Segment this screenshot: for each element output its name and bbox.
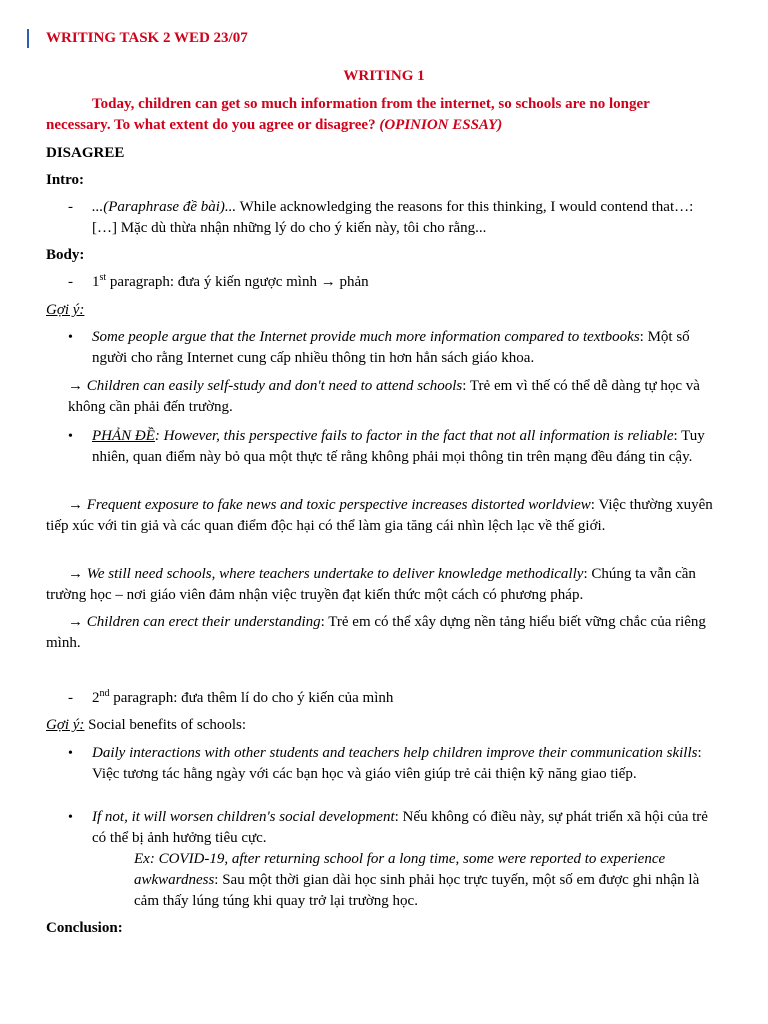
arrow-icon: → — [320, 274, 336, 290]
intro-label: Intro: — [46, 172, 85, 188]
arrow-icon: → — [68, 497, 83, 513]
paragraph-2-item: - 2nd paragraph: đưa thêm lí do cho ý kiến của mình — [68, 688, 736, 709]
arrow-line-4: → Children can erect their understanding: Trẻ em có thể xây dựng nền tảng hiểu biết vững chắc của riêng mình. — [46, 614, 706, 651]
arrow-line-2: → Frequent exposure to fake news and toxic perspective increases distorted worldview: Việc thường xuyên tiếp xúc với tin giả và các quan điểm độc hại có thể làm gia tăng cái nhìn lệch lạc về thế giới. — [46, 497, 713, 534]
bullet-item-2: • PHẢN ĐỀ: However, this perspective fails to factor in the fact that not all information is reliable: Tuy nhiên, quan điểm này bỏ qua một thực tế rằng không phải mọi thông tin trên mạng đều đáng tin cậy. — [68, 428, 705, 465]
conclusion-label: Conclusion: — [46, 920, 123, 936]
prompt-tag: (OPINION ESSAY) — [379, 117, 503, 133]
arrow-icon: → — [68, 566, 83, 582]
bullet-icon: • — [68, 429, 73, 444]
stance-label: DISAGREE — [46, 145, 125, 161]
dash-marker: - — [68, 199, 73, 215]
bullet-icon: • — [68, 330, 73, 345]
bullet-icon: • — [68, 746, 73, 761]
paragraph-1-item: - 1st paragraph: đưa ý kiến ngược mình → phản — [68, 272, 736, 293]
hint-line-2: Gợi ý: Social benefits of schools: — [46, 717, 247, 733]
bullet-icon: • — [68, 810, 73, 825]
intro-italic: ...(Paraphrase đề bài)... — [92, 199, 237, 215]
bullet-item-4: • If not, it will worsen children's social development: Nếu không có điều này, sự phát triển xã hội của trẻ có thể bị ảnh hưởng tiêu cực. — [68, 809, 708, 846]
essay-prompt — [46, 94, 714, 136]
arrow-icon: → — [68, 614, 83, 630]
arrow-line-3: → We still need schools, where teachers undertake to deliver knowledge methodically: Chúng ta vẫn cần trường học – nơi giáo viên đảm nhận việc truyền đạt kiến thức một cách có phương pháp. — [46, 566, 696, 603]
hint-label-1: Gợi ý: — [46, 302, 85, 318]
intro-text: While acknowledging the reasons for this thinking, I would contend that…: […] Mặc dù thừa nhận những lý do cho ý kiến này, tôi cho rằng... — [92, 199, 694, 236]
prompt-text: Today, children can get so much information from the internet, so schools are no longer necessary. To what extent do you agree or disagree? — [46, 96, 650, 133]
bullet-item-1: • Some people argue that the Internet provide much more information compared to textbooks: Một số người cho rằng Internet cung cấp nhiều thông tin hơn hẳn sách giáo khoa. — [68, 329, 690, 366]
hint-label-2: Gợi ý: — [46, 717, 85, 733]
body-label: Body: — [46, 247, 85, 263]
dash-marker: - — [68, 690, 73, 706]
writing-heading: WRITING 1 — [343, 68, 425, 84]
example-note: Ex: COVID-19, after returning school for a long time, some were reported to experience awkwardness: Sau một thời gian dài học sinh phải học trực tuyến, một số em được ghi nhận là cảm thấy lúng túng khi quay trở lại trường học. — [134, 851, 700, 909]
arrow-line-1: → Children can easily self-study and don't need to attend schools: Trẻ em vì thế có thể dễ dàng tự học và không cần phải đến trường. — [68, 378, 700, 415]
intro-item — [68, 197, 708, 239]
document-title: WRITING TASK 2 WED 23/07 — [46, 30, 248, 46]
text-cursor — [27, 29, 29, 48]
dash-marker: - — [68, 274, 73, 290]
arrow-icon: → — [68, 378, 83, 394]
bullet-item-3: • Daily interactions with other students and teachers help children improve their communication skills: Việc tương tác hằng ngày với các bạn học và giáo viên giúp trẻ cải thiện kỹ năng giao tiếp. — [68, 745, 702, 782]
